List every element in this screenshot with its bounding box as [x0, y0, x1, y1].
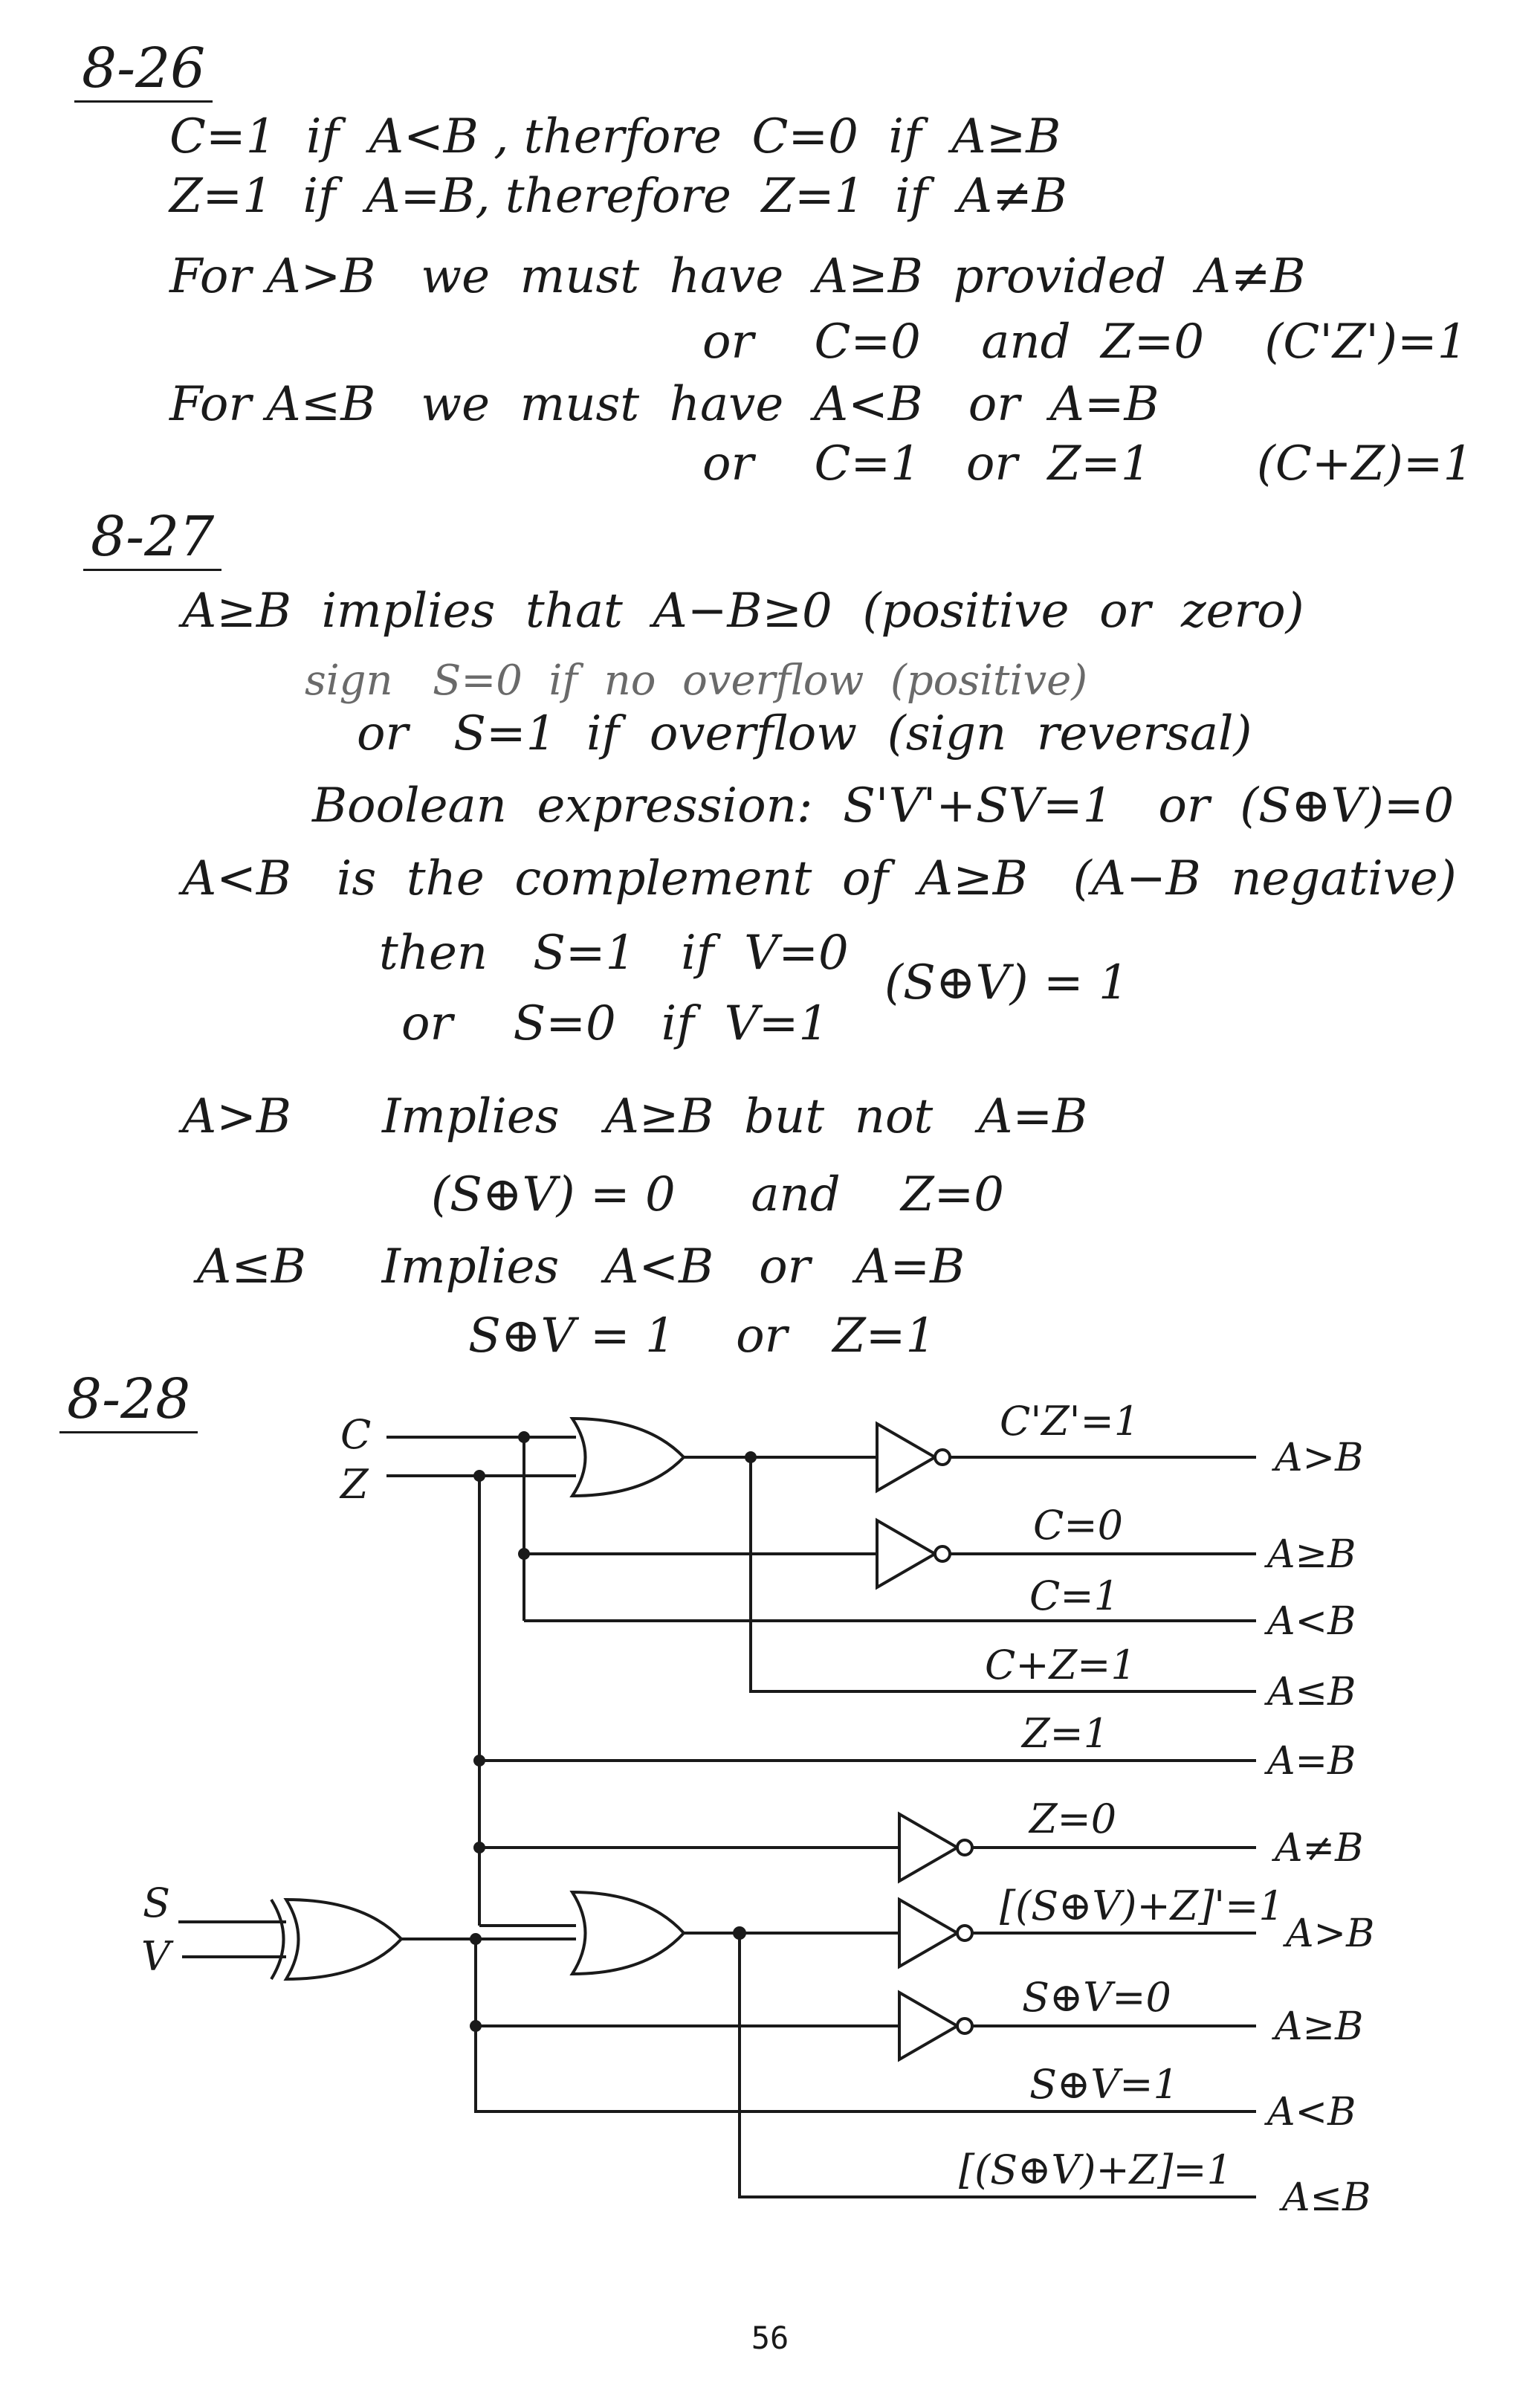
wire-label-xor-z: [(S⊕V)+Z]=1: [959, 2146, 1232, 2193]
section-title-8-28: 8-28: [59, 1372, 198, 1433]
line-ab-implies: A≥B implies that A−B≥0 (positive or zero): [182, 584, 1304, 639]
line-or-s-0: or S=0 if V=1: [401, 996, 829, 1051]
line-sign-no-overflow: sign S=0 if no overflow (positive): [305, 656, 1088, 705]
inverter-z: [899, 1814, 957, 1881]
output-label-a-not-equal-b: A≠B: [1275, 1826, 1364, 1871]
line-then-s-1: then S=1 if V=0: [379, 926, 849, 981]
line-greater-expression: or C=0 and Z=0 (C'Z')=1: [702, 314, 1468, 370]
output-label-a-greater-b-1: A>B: [1275, 1436, 1364, 1480]
xor-gate-s-v: [286, 1900, 401, 1979]
line-overflow: or S=1 if overflow (sign reversal): [357, 706, 1252, 761]
xor-gate-extra-arc: [271, 1900, 284, 1979]
inverter-c-z: [877, 1424, 935, 1491]
line-less-equal-implies: A≤B Implies A<B or A=B: [197, 1239, 965, 1294]
wire-label-c-0: C=0: [1033, 1502, 1123, 1549]
or-gate-c-z: [572, 1419, 684, 1496]
line-complement: A<B is the complement of A≥B (A−B negative): [182, 851, 1457, 906]
line-less-equal-expression: or C=1 or Z=1 (C+Z)=1: [702, 436, 1474, 491]
line-xor-equals-one: (S⊕V) = 1: [884, 955, 1129, 1010]
inverter-c-z-bubble: [935, 1450, 950, 1465]
page-number: 56: [751, 2320, 789, 2356]
output-label-a-less-b-2: A<B: [1267, 2090, 1356, 2135]
wire-label-c-plus-z: C+Z=1: [985, 1642, 1136, 1688]
wire-label-c-z-not: C'Z'=1: [1000, 1398, 1140, 1445]
output-label-a-le-b-2: A≤B: [1282, 2175, 1371, 2220]
inverter-z-bubble: [957, 1840, 972, 1855]
section-title-8-27: 8-27: [83, 509, 221, 571]
inverter-xor-bubble: [957, 2019, 972, 2033]
line-boolean-expression: Boolean expression: S'V'+SV=1 or (S⊕V)=0: [312, 778, 1455, 833]
output-label-a-ge-b-2: A≥B: [1275, 2004, 1364, 2049]
junction-xor-inverter: [470, 2020, 482, 2032]
wire-label-z-1: Z=1: [1022, 1710, 1110, 1757]
output-label-a-greater-b-2: A>B: [1286, 1911, 1375, 1956]
section-title-8-26: 8-26: [74, 41, 213, 103]
input-label-s: S: [143, 1880, 170, 1926]
line-z-definition: Z=1 if A=B, therefore Z=1 if A≠B: [169, 169, 1067, 224]
wire-label-c-1: C=1: [1029, 1572, 1119, 1619]
output-label-a-ge-b-1: A≥B: [1267, 1532, 1356, 1577]
wire-label-xor-z-not: [(S⊕V)+Z]'=1: [1000, 1882, 1284, 1929]
line-xor-one-or-z: S⊕V = 1 or Z=1: [468, 1309, 936, 1364]
inverter-xor-z-bubble: [957, 1926, 972, 1940]
inverter-c: [877, 1520, 935, 1587]
line-xor-zero-and-z: (S⊕V) = 0 and Z=0: [431, 1167, 1004, 1222]
inverter-c-bubble: [935, 1546, 950, 1561]
wire-label-xor-1: S⊕V=1: [1029, 2061, 1179, 2108]
wire-label-xor-0: S⊕V=0: [1022, 1974, 1171, 2021]
output-label-a-equal-b: A=B: [1267, 1739, 1356, 1784]
input-label-v: V: [141, 1933, 170, 1980]
inverter-xor-z: [899, 1900, 957, 1966]
output-label-a-le-b-1: A≤B: [1267, 1670, 1356, 1714]
line-less-equal-condition: For A≤B we must have A<B or A=B: [169, 377, 1159, 432]
or-gate-xor-z: [572, 1892, 684, 1974]
comparator-circuit-diagram: [0, 1338, 1540, 2230]
output-label-a-less-b-1: A<B: [1267, 1599, 1356, 1644]
wire-label-z-0: Z=0: [1029, 1796, 1117, 1842]
input-label-c: C: [340, 1411, 372, 1458]
line-greater-condition: For A>B we must have A≥B provided A≠B: [169, 249, 1306, 304]
line-c-definition: C=1 if A<B , therfore C=0 if A≥B: [169, 109, 1061, 164]
input-label-z: Z: [340, 1461, 369, 1508]
inverter-xor: [899, 1993, 957, 2059]
line-greater-implies: A>B Implies A≥B but not A=B: [182, 1089, 1088, 1144]
